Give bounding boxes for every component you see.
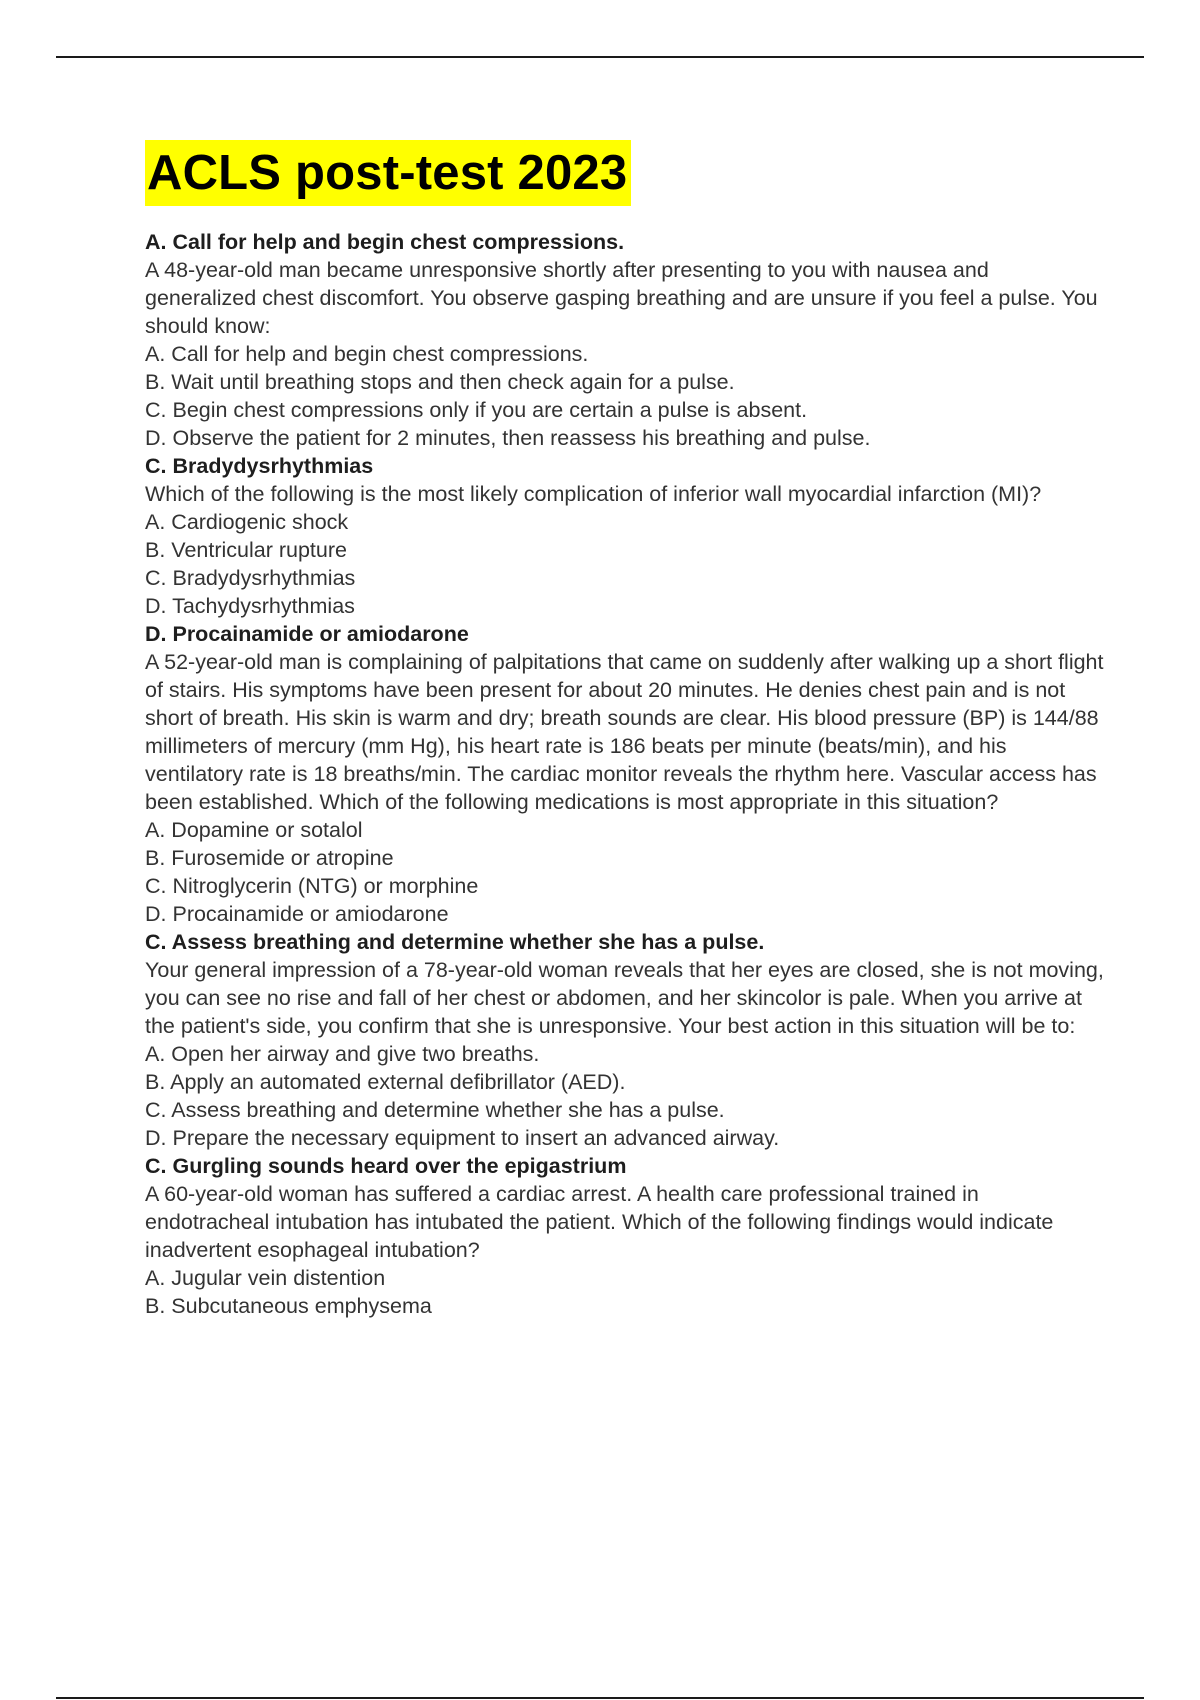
option-line: C. Assess breathing and determine whether she has a pulse.	[145, 1098, 725, 1122]
qa-list	[145, 228, 1105, 1320]
qa-item	[145, 452, 1105, 620]
qa-item	[145, 620, 1105, 928]
option-line: D. Observe the patient for 2 minutes, then reassess his breathing and pulse.	[145, 426, 871, 450]
top-rule	[56, 56, 1144, 58]
option-line: B. Apply an automated external defibrillator (AED).	[145, 1070, 626, 1094]
option-line: D. Prepare the necessary equipment to insert an advanced airway.	[145, 1126, 780, 1150]
option-line: A. Cardiogenic shock	[145, 510, 349, 534]
option-line: D. Procainamide or amiodarone	[145, 902, 449, 926]
document-body	[145, 140, 1105, 1320]
answer-line: D. Procainamide or amiodarone	[145, 622, 469, 646]
option-line: C. Nitroglycerin (NTG) or morphine	[145, 874, 479, 898]
qa-item	[145, 928, 1105, 1152]
question-text: Which of the following is the most likely complication of inferior wall myocardial infarction (MI)?	[145, 482, 1042, 506]
option-line: B. Subcutaneous emphysema	[145, 1294, 432, 1318]
option-line: A. Jugular vein distention	[145, 1266, 386, 1290]
option-line: A. Dopamine or sotalol	[145, 818, 363, 842]
qa-item	[145, 228, 1105, 452]
option-line: A. Call for help and begin chest compressions.	[145, 342, 589, 366]
question-text: A 60-year-old woman has suffered a cardiac arrest. A health care professional trained in endotracheal intubation has intubated the patient. Which of the following findings would indicate inadvertent esophageal intubation?	[145, 1182, 1054, 1262]
document-title: ACLS post-test 2023	[145, 140, 631, 206]
question-text: A 48-year-old man became unresponsive shortly after presenting to you with nausea and generalized chest discomfort. You observe gasping breathing and are unsure if you feel a pulse. You should know:	[145, 258, 1098, 338]
question-text: Your general impression of a 78-year-old woman reveals that her eyes are closed, she is not moving, you can see no rise and fall of her chest or abdomen, and her skincolor is pale. When you arrive at the patient's side, you confirm that she is unresponsive. Your best action in this situation will be to:	[145, 958, 1104, 1038]
answer-line: C. Gurgling sounds heard over the epigastrium	[145, 1154, 627, 1178]
qa-item	[145, 1152, 1105, 1320]
answer-line: C. Assess breathing and determine whether she has a pulse.	[145, 930, 765, 954]
answer-line: A. Call for help and begin chest compressions.	[145, 230, 625, 254]
option-line: B. Furosemide or atropine	[145, 846, 394, 870]
bottom-rule	[56, 1697, 1144, 1699]
option-line: B. Ventricular rupture	[145, 538, 347, 562]
option-line: D. Tachydysrhythmias	[145, 594, 355, 618]
option-line: A. Open her airway and give two breaths.	[145, 1042, 540, 1066]
answer-line: C. Bradydysrhythmias	[145, 454, 374, 478]
option-line: C. Begin chest compressions only if you are certain a pulse is absent.	[145, 398, 808, 422]
option-line: C. Bradydysrhythmias	[145, 566, 356, 590]
question-text: A 52-year-old man is complaining of palpitations that came on suddenly after walking up a short flight of stairs. His symptoms have been present for about 20 minutes. He denies chest pain and is not short of breath. His skin is warm and dry; breath sounds are clear. His blood pressure (BP) is 144/88 millimeters of mercury (mm Hg), his heart rate is 186 beats per minute (beats/min), and his ventilatory rate is 18 breaths/min. The cardiac monitor reveals the rhythm here. Vascular access has been established. Which of the following medications is most appropriate in this situation?	[145, 650, 1104, 814]
option-line: B. Wait until breathing stops and then check again for a pulse.	[145, 370, 735, 394]
